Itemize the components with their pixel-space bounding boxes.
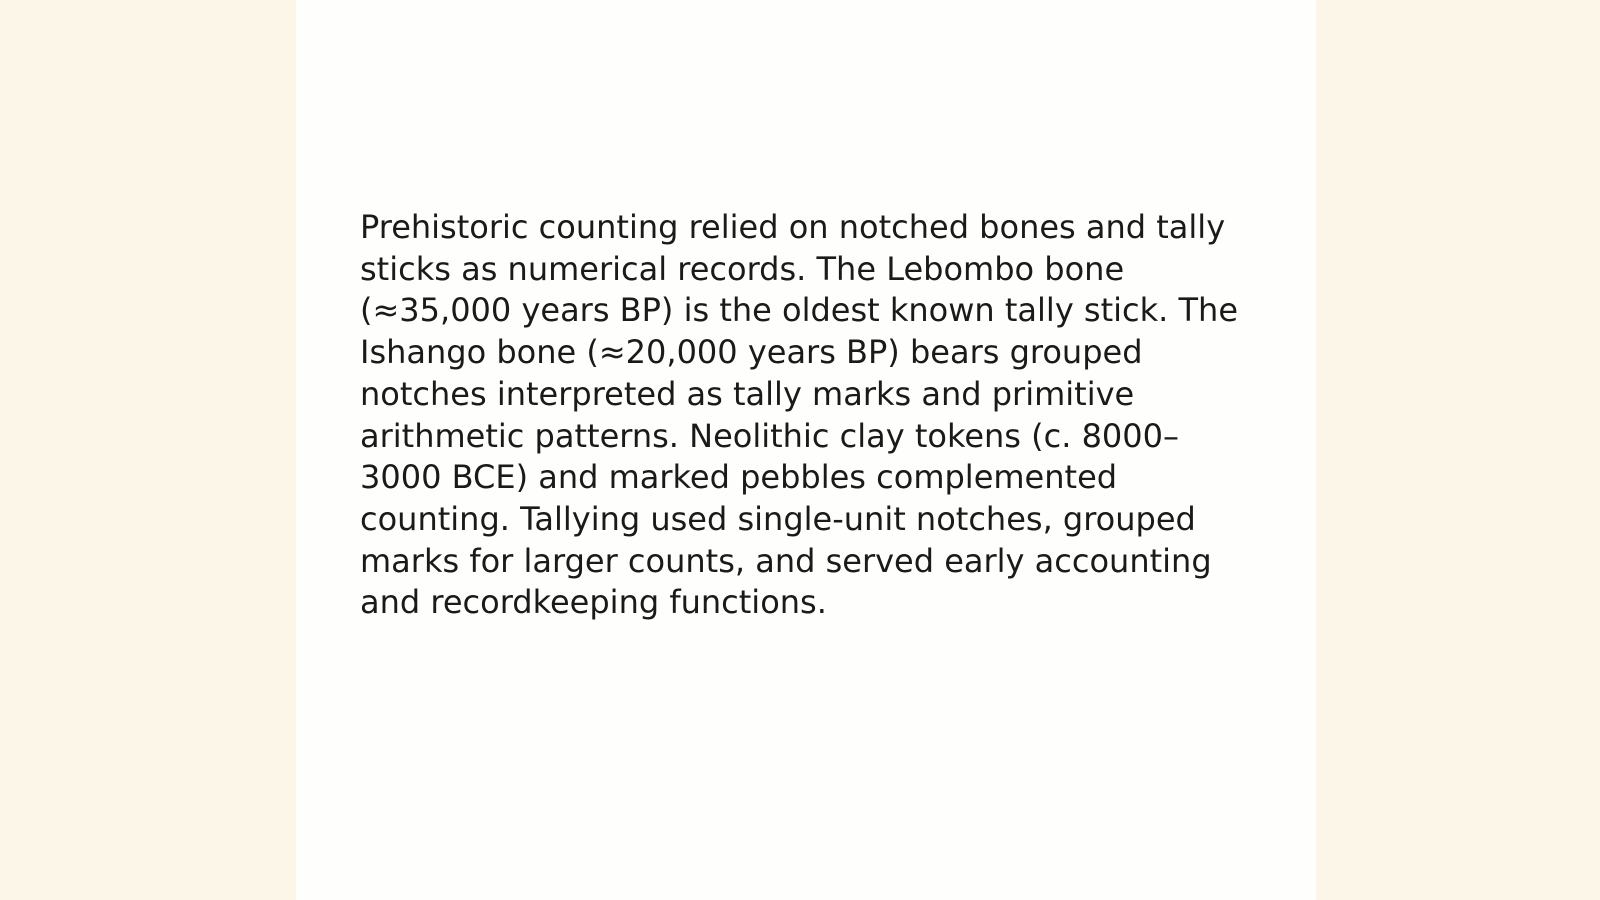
body-paragraph: Prehistoric counting relied on notched bones and tally sticks as numerical records. The Lebombo bone (≈35,000 years BP) is the oldest known tally stick. The Ishango bone (≈20,000 years BP) bears grouped notches interpreted as tally marks and primitive arithmetic patterns. Neolithic clay tokens (c. 8000–3000 BCE) and marked pebbles complemented counting. Tallying used single-unit notches, grouped marks for larger counts, and served early accounting and recordkeeping functions. [360, 208, 1239, 622]
document-sheet [296, 0, 1316, 900]
